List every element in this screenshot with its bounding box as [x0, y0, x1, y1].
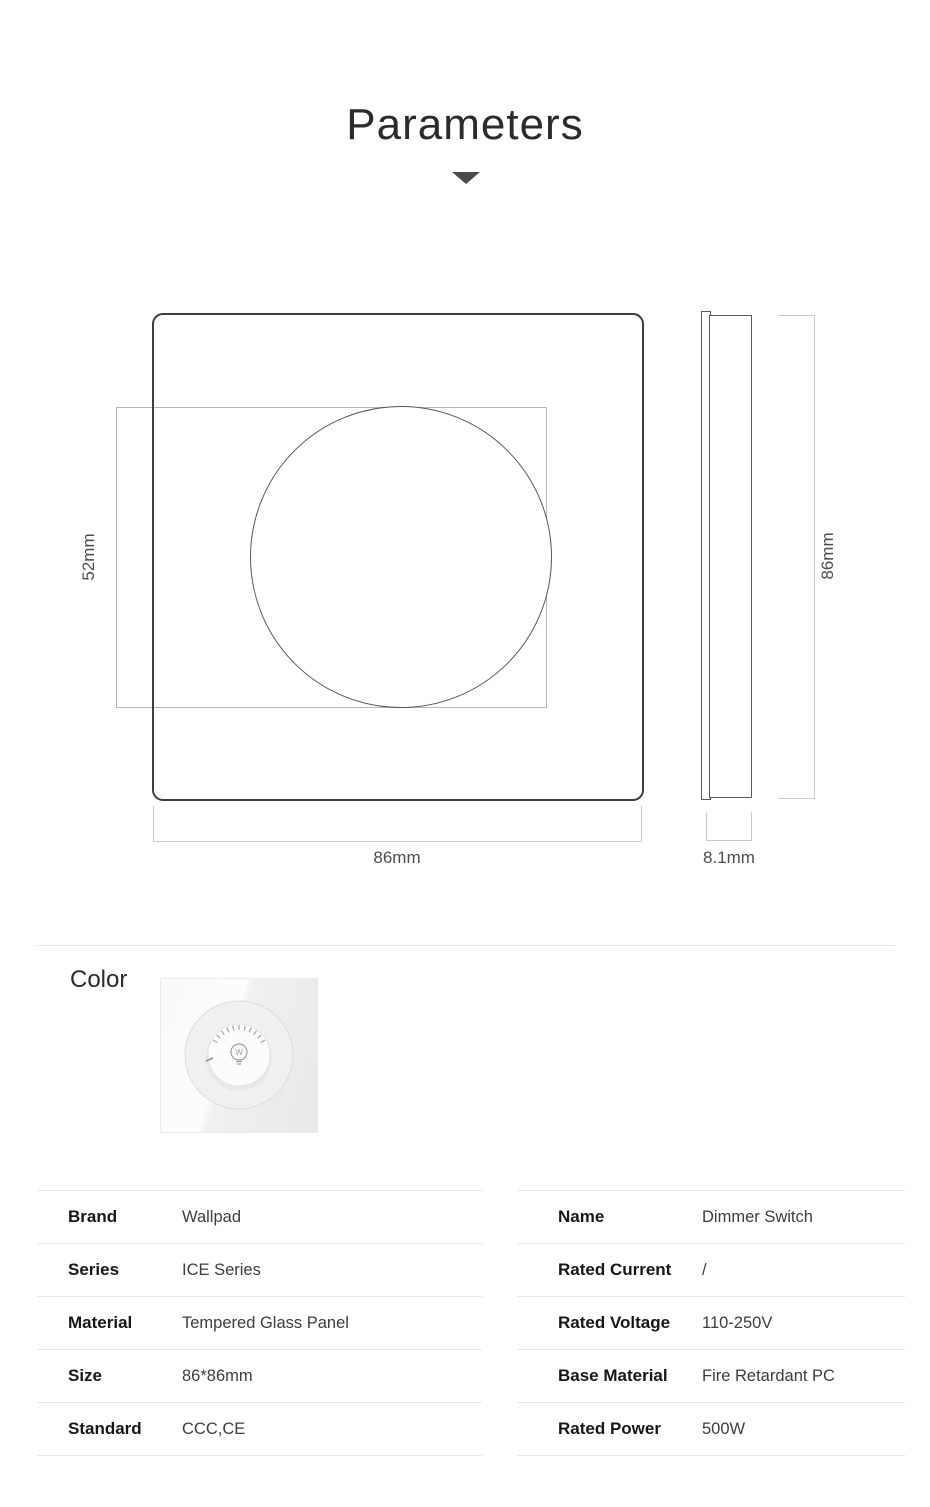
spec-label: Name: [558, 1207, 605, 1226]
dimmer-dial-outline: [250, 406, 552, 708]
spec-row-name: [517, 1190, 905, 1243]
page-title: Parameters: [346, 100, 584, 149]
spec-value: Wallpad: [182, 1207, 241, 1226]
spec-row-standard: [37, 1402, 482, 1456]
spec-value: 86*86mm: [182, 1366, 253, 1385]
spec-row-base-material: [517, 1349, 905, 1402]
spec-value: 110-250V: [702, 1313, 773, 1332]
spec-label: Size: [68, 1366, 103, 1385]
spec-row-rated-power: [517, 1402, 905, 1456]
spec-label: Series: [68, 1260, 120, 1279]
spec-row-series: [37, 1243, 482, 1296]
spec-value: ICE Series: [182, 1260, 261, 1279]
side-view-body: [709, 315, 752, 798]
depth-dimension-label: 8.1mm: [703, 848, 755, 867]
depth-dimension-bracket: [706, 812, 752, 841]
caret-down-icon: [452, 172, 480, 184]
front-width-dimension-label: 86mm: [373, 848, 421, 867]
spec-value: /: [702, 1260, 707, 1279]
spec-row-rated-voltage: [517, 1296, 905, 1349]
spec-label: Material: [68, 1313, 133, 1332]
spec-label: Base Material: [558, 1366, 668, 1385]
spec-label: Standard: [68, 1419, 142, 1438]
width-dimension-bracket: [153, 806, 642, 842]
spec-table-right: [517, 1190, 905, 1456]
height-dimension-label: 86mm: [818, 532, 837, 580]
height-dimension-bracket: [778, 315, 815, 799]
knob-cutout-dimension-label: 52mm: [79, 533, 98, 581]
spec-row-brand: [37, 1190, 482, 1243]
spec-table-left: [37, 1190, 482, 1456]
spec-value: 500W: [702, 1419, 746, 1438]
spec-label: Rated Voltage: [558, 1313, 671, 1332]
spec-label: Rated Current: [558, 1260, 672, 1279]
spec-value: Tempered Glass Panel: [182, 1313, 349, 1332]
spec-label: Brand: [68, 1207, 118, 1226]
spec-label: Rated Power: [558, 1419, 661, 1438]
color-section-heading: Color: [70, 966, 128, 993]
spec-value: CCC,CE: [182, 1419, 246, 1438]
spec-row-rated-current: [517, 1243, 905, 1296]
spec-row-material: [37, 1296, 482, 1349]
spec-value: Fire Retardant PC: [702, 1366, 835, 1385]
spec-value: Dimmer Switch: [702, 1207, 813, 1226]
bulb-letter: W: [235, 1048, 243, 1057]
spec-row-size: [37, 1349, 482, 1402]
product-color-swatch-image: [160, 978, 318, 1133]
section-divider: [35, 945, 895, 946]
dimmer-knob-illustration: [179, 995, 299, 1115]
